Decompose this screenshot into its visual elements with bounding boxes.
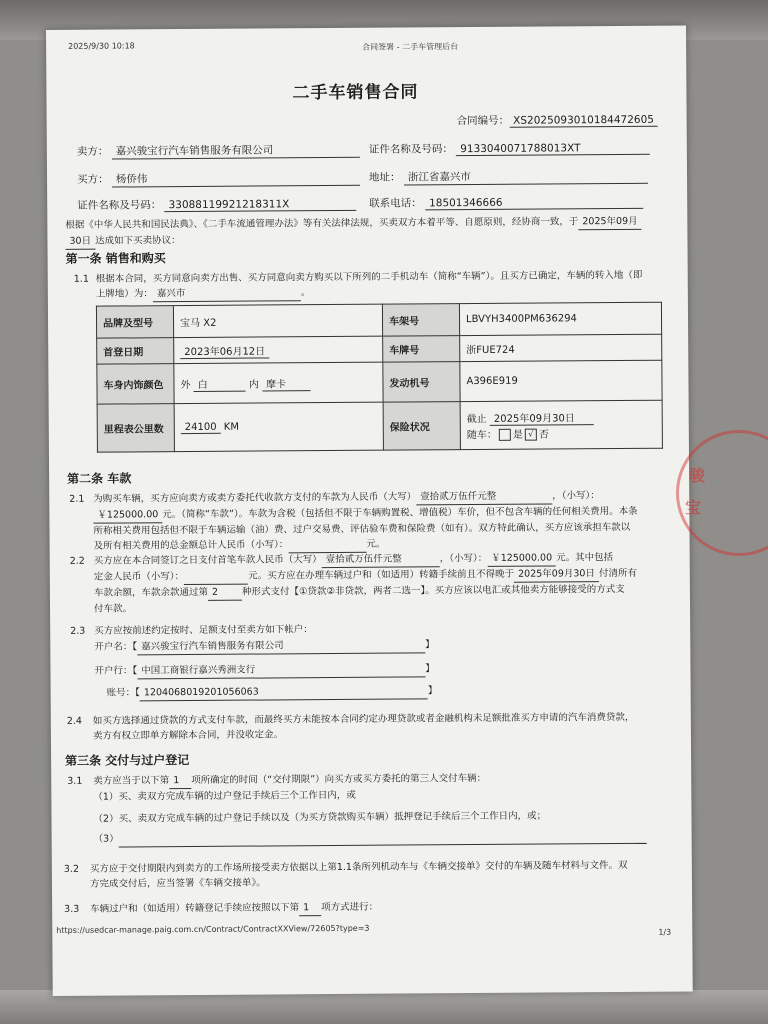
clause-2-2-text-f: 付清所有	[598, 567, 638, 580]
mileage-value: 24100	[181, 421, 221, 433]
plate-label: 车牌号	[383, 336, 460, 363]
table-row	[96, 302, 661, 338]
color-label: 车身内饰颜色	[97, 364, 174, 405]
phone-value: 18501346666	[425, 196, 643, 211]
address-row	[369, 168, 648, 186]
clause-2-4-text-b: 卖方有权立即单方解除本合同，并没收定金。	[92, 729, 283, 742]
price-upper: 壹拾贰万伍仟元整	[416, 488, 552, 505]
seller-id-label: 证件名称及号码：	[368, 143, 453, 156]
insurance-value	[460, 400, 662, 449]
account-name-label: 开户名：【	[94, 641, 138, 653]
first-payment-lower: ￥125000.00	[487, 550, 556, 566]
mileage-unit: KM	[223, 421, 239, 433]
clause-3-2-number: 3.2	[63, 863, 80, 875]
clause-2-1-number: 2.1	[69, 493, 85, 505]
bracket-close: 】	[425, 663, 435, 675]
preamble-text: 根据《中华人民共和国民法典》、《二手车流通管理办法》等有关法律法规，买卖双方本着平等、自愿原则，经协商一致，于	[65, 216, 579, 231]
address-value: 浙江省嘉兴市	[404, 168, 648, 186]
reg-date-label: 首登日期	[97, 338, 174, 365]
seller-name: 嘉兴骏宝行汽车销售服务有限公司	[112, 142, 360, 160]
delivery-option-3-label: （3）	[93, 833, 119, 845]
insurance-prefix: 截止	[466, 413, 487, 426]
contract-page	[46, 26, 693, 996]
clause-3-2-text-a: 买方应于交付期限内到卖方的工作场所接受卖方依据以上第1.1条所列机动车与《车辆交接单》交付的车辆及随车材料与文件。双	[89, 859, 628, 875]
print-url: https://usedcar-manage.paig.com.cn/Contract/ContractXXView/72605?type=3	[56, 923, 370, 935]
seller-id-row	[369, 140, 650, 157]
clause-2-1-text-b: ，（小写）：	[552, 490, 600, 502]
exterior-label: 外	[180, 379, 191, 391]
check-mark-icon: √	[528, 429, 534, 439]
bracket-close: 】	[425, 639, 435, 651]
clause-2-2	[94, 550, 674, 617]
yes-checkbox	[499, 429, 511, 441]
bank-label: 开户行：【	[94, 665, 138, 677]
article-3-title: 第三条 交付与过户登记	[65, 753, 190, 768]
clause-2-2-text-b: ，（小写）：	[439, 552, 488, 565]
clause-2-2-text-g: 车款余额，车款余款通过第	[93, 586, 208, 599]
clause-2-1-text-c: 元。（简称“车款”）。车款为含税（包括但不限于车辆购置税、增值税）车价，但不包含车辆的任何相关费用。本条	[162, 505, 638, 521]
clause-1-1-period: 。	[300, 287, 311, 299]
delivery-option-3	[94, 828, 647, 848]
seller-row	[77, 142, 360, 160]
brand-label: 品牌及型号	[96, 306, 173, 339]
total-amount-blank	[288, 537, 366, 554]
clause-1-1-text: 根据本合同，买方同意向卖方出售、买方同意向卖方购买以下所列的二手机动车（简称“车辆”）。且买方已确定，车辆的转入地（即	[95, 269, 643, 285]
interior-label: 内	[248, 379, 259, 391]
buyer-id-value: 33088119921218311X	[165, 198, 357, 212]
print-page-title: 合同签署 - 二手车管理后台	[362, 42, 459, 52]
table-row	[97, 400, 662, 452]
clause-2-2-text-i: 付车款。	[94, 603, 133, 615]
article-1-title: 第一条 销售和购买	[65, 251, 166, 266]
clause-3-2-text-b: 方完成交付后，应当签署《车辆交接单》。	[89, 877, 266, 890]
mileage-cell	[174, 402, 383, 451]
clause-1-1	[96, 268, 666, 303]
delivery-item: 1	[169, 773, 191, 789]
page-number: 1/3	[658, 927, 672, 937]
mileage-label: 里程表公里数	[97, 404, 174, 453]
account-number-label: 账号：【	[106, 687, 140, 699]
transfer-item: 1	[299, 900, 321, 916]
clause-2-4-number: 2.4	[66, 715, 82, 727]
clause-3-3-number: 3.3	[64, 903, 80, 915]
document-title: 二手车销售合同	[292, 82, 419, 104]
clause-3-1	[93, 771, 486, 790]
address-label: 地址：	[368, 171, 401, 184]
reg-date-value: 2023年06月12日	[180, 342, 269, 359]
seller-id-value: 9133040071788013XT	[456, 142, 650, 156]
brand-value: 宝马 X2	[173, 304, 382, 337]
print-datetime: 2025/9/30 10:18	[68, 41, 135, 51]
preamble	[65, 214, 665, 250]
exterior-color: 白	[194, 375, 246, 391]
clause-2-3-text: 买方应按前述约定按时、足额支付至卖方如下帐户：	[94, 624, 313, 637]
clause-2-3-number: 2.3	[70, 625, 86, 637]
bank-value: 中国工商银行嘉兴秀洲支行	[137, 661, 425, 679]
seller-label: 卖方：	[76, 145, 109, 158]
plate-value: 浙FUE724	[460, 334, 662, 361]
engine-value: A396E919	[460, 360, 662, 401]
clause-3-3-text-b: 项方式进行：	[321, 901, 379, 914]
phone-row	[369, 194, 643, 211]
account-number-value: 1204068019201056063	[140, 683, 428, 701]
account-name-row	[94, 637, 434, 655]
article-2-title: 第二条 车款	[67, 471, 132, 486]
clause-2-2-text-d: 定金人民币（小写）：	[93, 571, 185, 583]
insurance-date: 2025年09月30日	[490, 409, 594, 426]
buyer-id-row	[77, 196, 356, 213]
table-row	[97, 360, 662, 404]
vin-value: LBVYH3400PM636294	[459, 302, 661, 335]
delivery-option-3-blank	[119, 828, 647, 848]
clause-2-2-text-h: 种形式支付【①贷款②非贷款，两者二选一】。买方应该以电汇或其他卖方能够接受的方式支	[241, 583, 625, 598]
clause-2-2-text-c: 元。其中包括	[556, 552, 614, 564]
no-checkbox	[525, 429, 537, 441]
clause-2-1-text-d: 所称相关费用包括但不限于车辆运输（油）费、过户交易费、评估验车费和保险费（如有）。双方特此确认，买方应该承担车款以	[93, 521, 631, 537]
clause-2-1-text-f: 元。	[366, 538, 386, 550]
clause-2-4	[93, 710, 673, 744]
preamble-date-day: 30日	[65, 234, 95, 250]
clause-3-1-text-a: 卖方应当于以下第	[93, 775, 170, 787]
vehicle-info-table	[96, 302, 663, 453]
yes-label: 是	[512, 429, 523, 441]
clause-1-1-text2: 上牌地）为：	[95, 288, 153, 300]
buyer-label: 买方：	[77, 173, 109, 186]
clause-1-1-number: 1.1	[73, 273, 89, 285]
account-name-value: 嘉兴骏宝行汽车销售服务有限公司	[137, 637, 425, 655]
bracket-close: 】	[427, 685, 438, 697]
clause-3-1-text-b: 项所确定的时间（“交付期限”）向买方或买方委托的第三人交付车辆：	[191, 772, 487, 787]
transfer-city: 嘉兴市	[153, 285, 301, 302]
interior-color: 摩卡	[262, 375, 310, 391]
clause-2-4-text-a: 如买方选择通过贷款的方式支付车款，而最终买方未能按本合同约定办理贷款或者金融机构未足额批准买方申请的汽车消费贷款，	[92, 711, 635, 727]
insurance-label: 保险状况	[383, 402, 460, 451]
reg-date-cell	[174, 336, 383, 363]
phone-label: 联系电话：	[369, 197, 422, 210]
clause-2-1-text-a: 为购买车辆，买方应向卖方或卖方委托代收款方支付的车款为人民币（大写）	[93, 491, 417, 505]
preamble-date-month: 2025年09月	[578, 214, 641, 230]
clause-2-1-text-e: 及所有相关费用的总金额总计人民币（小写）：	[93, 539, 289, 552]
contract-number-value: XS2025093010184472605	[509, 114, 658, 128]
contract-number	[457, 112, 658, 128]
price-lower: ￥125000.00	[93, 507, 162, 523]
clause-3-3	[90, 900, 378, 918]
no-label: 否	[538, 429, 549, 441]
account-number-row	[107, 683, 438, 701]
vin-label: 车架号	[382, 304, 459, 337]
payment-deadline: 2025年09月30日	[514, 566, 599, 583]
preamble-text-end: 达成如下买卖协议：	[95, 235, 181, 247]
contract-number-label: 合同编号：	[456, 114, 510, 128]
clause-2-2-number: 2.2	[69, 555, 85, 567]
clause-2-2-text-e: 元。买方应在办理车辆过户和（如适用）转籍手续前且不得晚于	[248, 568, 515, 582]
color-value	[174, 362, 383, 403]
clause-3-3-text-a: 车辆过户和（如适用）转籍登记手续应按照以下第	[90, 902, 300, 915]
clause-3-1-number: 3.1	[67, 775, 83, 787]
first-payment-upper: 壹拾贰万伍仟元整	[322, 551, 440, 568]
engine-label: 发动机号	[383, 362, 460, 403]
clause-3-2	[90, 858, 670, 892]
table-row	[97, 334, 662, 364]
bank-row	[94, 661, 434, 679]
delivery-option-1: （1）买、卖双方完成车辆的过户登记手续后三个工作日内，或	[93, 789, 356, 803]
buyer-name: 杨侨伟	[112, 170, 360, 188]
clause-2-2-text-a: 买方应在本合同签订之日支付首笔车款人民币（大写）	[93, 554, 322, 567]
buyer-row	[77, 170, 360, 188]
payment-method: 2	[208, 585, 242, 601]
deposit-blank	[184, 569, 248, 585]
clause-2-1	[93, 488, 673, 555]
delivery-option-2: （2）买、卖双方完成车辆的过户登记手续以及（为买方贷款购买车辆）抵押登记手续后三个工作日内，或；	[93, 810, 547, 825]
with-car-label: 随车：	[466, 429, 497, 442]
buyer-id-label: 证件名称及号码：	[77, 199, 162, 212]
red-seal-stamp: 骏 宝	[676, 430, 768, 556]
